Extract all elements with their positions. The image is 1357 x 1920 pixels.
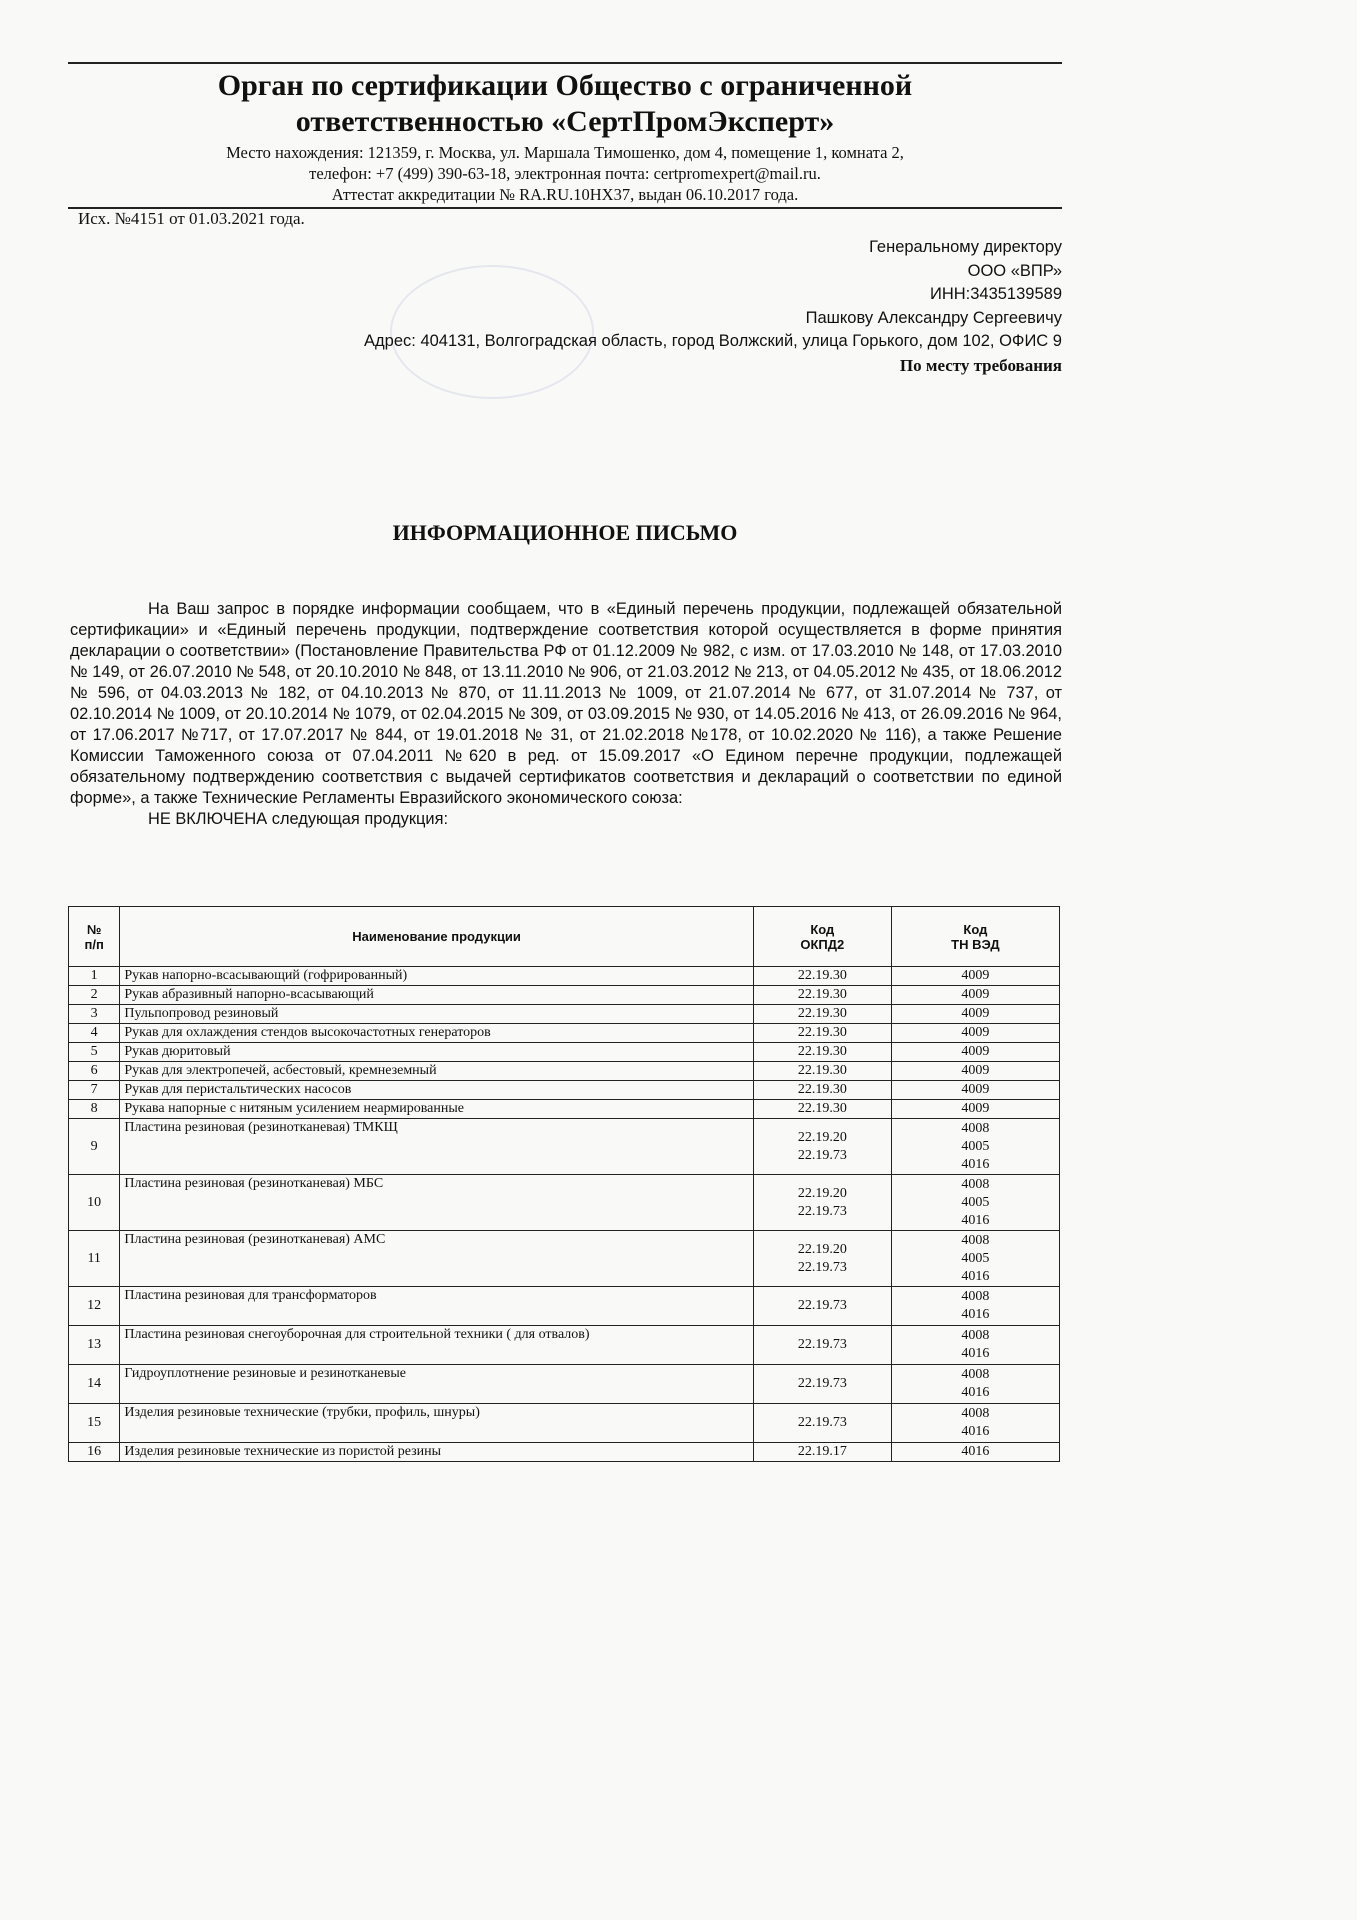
- row-okpd2: 22.19.73: [753, 1404, 891, 1443]
- outgoing-reference: Исх. №4151 от 01.03.2021 года.: [78, 209, 305, 228]
- organization-title: [68, 68, 1062, 140]
- table-row: [69, 967, 1060, 986]
- row-product-name: Изделия резиновые технические из пористой резины: [120, 1443, 753, 1462]
- table-row: [69, 1326, 1060, 1365]
- row-number: 10: [69, 1175, 120, 1231]
- row-product-name: Гидроуплотнение резиновые и резинотканевые: [120, 1365, 753, 1404]
- row-number: 8: [69, 1100, 120, 1119]
- row-tnved: 4008 4005 4016: [891, 1231, 1059, 1287]
- table-row: [69, 1100, 1060, 1119]
- header-product-name: Наименование продукции: [120, 907, 753, 967]
- row-tnved: 4008 4016: [891, 1287, 1059, 1326]
- row-number: 6: [69, 1062, 120, 1081]
- row-number: 14: [69, 1365, 120, 1404]
- row-okpd2: 22.19.30: [753, 1081, 891, 1100]
- table-row: [69, 1443, 1060, 1462]
- table-row: [69, 1024, 1060, 1043]
- row-tnved: 4008 4005 4016: [891, 1175, 1059, 1231]
- row-product-name: Рукав для электропечей, асбестовый, кремнеземный: [120, 1062, 753, 1081]
- accreditation-certificate: Аттестат аккредитации № RA.RU.10НХ37, выдан 06.10.2017 года.: [331, 185, 799, 204]
- row-product-name: Рукав для охлаждения стендов высокочастотных генераторов: [120, 1024, 753, 1043]
- addressee-inn: ИНН:3435139589: [929, 285, 1062, 303]
- products-table: [68, 906, 1060, 1462]
- row-tnved: 4009: [891, 1005, 1059, 1024]
- row-okpd2: 22.19.30: [753, 1100, 891, 1119]
- row-product-name: Рукава напорные с нитяным усилением неармированные: [120, 1100, 753, 1119]
- addressee-destination: По месту требования: [899, 355, 1062, 375]
- addressee-block: [162, 236, 1062, 377]
- row-number: 3: [69, 1005, 120, 1024]
- row-number: 1: [69, 967, 120, 986]
- row-product-name: Пластина резиновая снегоуборочная для строительной техники ( для отвалов): [120, 1326, 753, 1365]
- table-row: [69, 1404, 1060, 1443]
- row-number: 5: [69, 1043, 120, 1062]
- row-number: 9: [69, 1119, 120, 1175]
- row-product-name: Пластина резиновая для трансформаторов: [120, 1287, 753, 1326]
- row-okpd2: 22.19.30: [753, 1005, 891, 1024]
- table-row: [69, 1231, 1060, 1287]
- row-tnved: 4009: [891, 1100, 1059, 1119]
- row-product-name: Рукав абразивный напорно-всасывающий: [120, 986, 753, 1005]
- row-tnved: 4009: [891, 1024, 1059, 1043]
- row-okpd2: 22.19.30: [753, 1024, 891, 1043]
- row-okpd2: 22.19.30: [753, 967, 891, 986]
- row-tnved: 4009: [891, 1062, 1059, 1081]
- organization-contacts: телефон: +7 (499) 390-63-18, электронная почта: certpromexpert@mail.ru.: [309, 164, 821, 183]
- row-number: 12: [69, 1287, 120, 1326]
- row-product-name: Пластина резиновая (резинотканевая) ТМКЩ: [120, 1119, 753, 1175]
- row-okpd2: 22.19.30: [753, 1043, 891, 1062]
- not-included-statement: НЕ ВКЛЮЧЕНА следующая продукция:: [148, 810, 449, 828]
- row-tnved: 4009: [891, 986, 1059, 1005]
- addressee-name: Пашкову Александру Сергеевичу: [805, 308, 1062, 327]
- letter-title: ИНФОРМАЦИОННОЕ ПИСЬМО: [392, 520, 738, 545]
- row-tnved: 4008 4016: [891, 1365, 1059, 1404]
- header-number: № п/п: [69, 907, 120, 967]
- row-product-name: Изделия резиновые технические (трубки, профиль, шнуры): [120, 1404, 753, 1443]
- table-row: [69, 1119, 1060, 1175]
- table-header-row: [69, 907, 1060, 967]
- row-product-name: Пульпопровод резиновый: [120, 1005, 753, 1024]
- addressee-company: ООО «ВПР»: [967, 261, 1062, 280]
- row-okpd2: 22.19.20 22.19.73: [753, 1119, 891, 1175]
- addressee-position: Генеральному директору: [869, 238, 1062, 256]
- row-number: 11: [69, 1231, 120, 1287]
- row-number: 15: [69, 1404, 120, 1443]
- organization-title-line2: ответственностью «СертПромЭксперт»: [295, 105, 835, 138]
- header-okpd2: Код ОКПД2: [753, 907, 891, 967]
- row-okpd2: 22.19.73: [753, 1365, 891, 1404]
- row-product-name: Пластина резиновая (резинотканевая) АМС: [120, 1231, 753, 1287]
- body-paragraph: На Ваш запрос в порядке информации сообщаем, что в «Единый перечень продукции, подлежащей обязательной сертификации» и «Единый перечень продукции, подтверждение соответствия которой осуществляется в форме принятия декларации о соответствии» (Постановление Правительства РФ от 01.12.2009 № 982, с изм. от 17.03.2010 № 148, от 17.03.2010 № 149, от 26.07.2010 № 548, от 20.10.2010 № 848, от 13.11.2010 № 906, от 21.03.2012 № 213, от 04.05.2012 № 435, от 18.06.2012 № 596, от 04.03.2013 № 182, от 04.10.2013 № 870, от 11.11.2013 № 1009, от 21.07.2014 № 677, от 31.07.2014 № 737, от 02.10.2014 № 1009, от 20.10.2014 № 1079, от 02.04.2015 № 309, от 03.09.2015 № 930, от 14.05.2016 № 413, от 26.09.2016 № 964, от 17.06.2017 №717, от 17.07.2017 № 844, от 19.01.2018 № 31, от 21.02.2018 №178, от 10.02.2020 № 116), а также Решение Комиссии Таможенного союза от 07.04.2011 №620 в ред. от 15.09.2017 «О Едином перечне продукции, подлежащей обязательному подтверждению соответствия с выдачей сертификатов соответствия и деклараций о соответствии по единой форме», а также Технические Регламенты Евразийского экономического союза:: [70, 600, 1062, 807]
- table-row: [69, 1365, 1060, 1404]
- row-product-name: Рукав дюритовый: [120, 1043, 753, 1062]
- organization-title-line1: Орган по сертификации Общество с ограниченной: [217, 69, 913, 102]
- row-number: 2: [69, 986, 120, 1005]
- row-okpd2: 22.19.73: [753, 1287, 891, 1326]
- table-row: [69, 1043, 1060, 1062]
- organization-details: [68, 142, 1062, 205]
- table-row: [69, 1287, 1060, 1326]
- table-row: [69, 1005, 1060, 1024]
- row-tnved: 4016: [891, 1443, 1059, 1462]
- row-tnved: 4009: [891, 1081, 1059, 1100]
- header-tnved: Код ТН ВЭД: [891, 907, 1059, 967]
- row-tnved: 4009: [891, 967, 1059, 986]
- row-tnved: 4009: [891, 1043, 1059, 1062]
- row-okpd2: 22.19.20 22.19.73: [753, 1231, 891, 1287]
- row-number: 13: [69, 1326, 120, 1365]
- table-row: [69, 1081, 1060, 1100]
- row-okpd2: 22.19.73: [753, 1326, 891, 1365]
- row-number: 4: [69, 1024, 120, 1043]
- row-tnved: 4008 4016: [891, 1326, 1059, 1365]
- row-tnved: 4008 4005 4016: [891, 1119, 1059, 1175]
- row-number: 7: [69, 1081, 120, 1100]
- row-okpd2: 22.19.30: [753, 986, 891, 1005]
- table-row: [69, 1175, 1060, 1231]
- row-okpd2: 22.19.17: [753, 1443, 891, 1462]
- table-row: [69, 1062, 1060, 1081]
- row-okpd2: 22.19.30: [753, 1062, 891, 1081]
- addressee-address: Адрес: 404131, Волгоградская область, город Волжский, улица Горького, дом 102, ОФИС 9: [364, 332, 1062, 350]
- row-product-name: Пластина резиновая (резинотканевая) МБС: [120, 1175, 753, 1231]
- row-okpd2: 22.19.20 22.19.73: [753, 1175, 891, 1231]
- letter-body: [70, 599, 1062, 830]
- organization-address: Место нахождения: 121359, г. Москва, ул. Маршала Тимошенко, дом 4, помещение 1, комната 2,: [226, 143, 904, 162]
- row-product-name: Рукав напорно-всасывающий (гофрированный): [120, 967, 753, 986]
- row-tnved: 4008 4016: [891, 1404, 1059, 1443]
- header-top-rule: [68, 62, 1062, 64]
- row-number: 16: [69, 1443, 120, 1462]
- row-product-name: Рукав для перистальтических насосов: [120, 1081, 753, 1100]
- table-row: [69, 986, 1060, 1005]
